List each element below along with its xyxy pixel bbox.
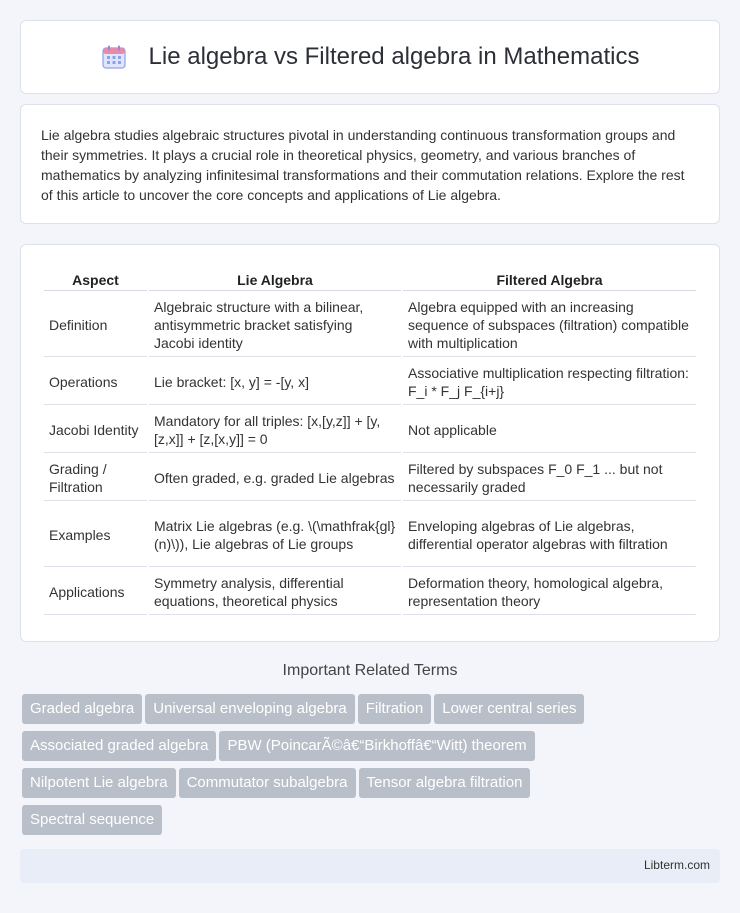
cell-filtered: Enveloping algebras of Lie algebras, differential operator algebras with filtration <box>403 503 696 567</box>
cell-aspect: Operations <box>44 359 147 405</box>
cell-aspect: Examples <box>44 503 147 567</box>
cell-lie: Algebraic structure with a bilinear, antisymmetric bracket satisfying Jacobi identity <box>149 293 401 357</box>
tag-universal-enveloping-algebra[interactable]: Universal enveloping algebra <box>145 694 354 724</box>
comparison-card <box>20 244 720 642</box>
tag-associated-graded-algebra[interactable]: Associated graded algebra <box>22 731 216 761</box>
header-filtered-algebra: Filtered Algebra <box>403 267 696 291</box>
tag-spectral-sequence[interactable]: Spectral sequence <box>22 805 162 835</box>
table-row <box>44 569 696 615</box>
table-row <box>44 455 696 501</box>
cell-filtered: Algebra equipped with an increasing sequence of subspaces (filtration) compatible with multiplication <box>403 293 696 357</box>
tag-filtration[interactable]: Filtration <box>358 694 432 724</box>
tag-commutator-subalgebra[interactable]: Commutator subalgebra <box>179 768 356 798</box>
page-title: Lie algebra vs Filtered algebra in Mathematics <box>148 43 640 70</box>
tag-tensor-algebra-filtration[interactable]: Tensor algebra filtration <box>359 768 531 798</box>
cell-aspect: Grading / Filtration <box>44 455 147 501</box>
tag-graded-algebra[interactable]: Graded algebra <box>22 694 142 724</box>
tag-pbw-theorem[interactable]: PBW (PoincarÃ©â€“Birkhoffâ€“Witt) theorem <box>219 731 534 761</box>
table-row <box>44 503 696 567</box>
cell-lie: Often graded, e.g. graded Lie algebras <box>149 455 401 501</box>
header-aspect: Aspect <box>44 267 147 291</box>
table-row <box>44 407 696 453</box>
cell-lie: Mandatory for all triples: [x,[y,z]] + [y,[z,x]] + [z,[x,y]] = 0 <box>149 407 401 453</box>
related-terms-list <box>22 694 722 842</box>
cell-lie: Lie bracket: [x, y] = -[y, x] <box>149 359 401 405</box>
tag-nilpotent-lie-algebra[interactable]: Nilpotent Lie algebra <box>22 768 176 798</box>
intro-card <box>20 104 720 224</box>
cell-aspect: Jacobi Identity <box>44 407 147 453</box>
header-lie-algebra: Lie Algebra <box>149 267 401 291</box>
comparison-table <box>42 265 698 617</box>
cell-aspect: Definition <box>44 293 147 357</box>
related-terms-title: Important Related Terms <box>282 662 458 679</box>
cell-filtered: Filtered by subspaces F_0 F_1 ... but not necessarily graded <box>403 455 696 501</box>
table-row <box>44 359 696 405</box>
cell-lie: Symmetry analysis, differential equations, theoretical physics <box>149 569 401 615</box>
table-row <box>44 293 696 357</box>
cell-aspect: Applications <box>44 569 147 615</box>
cell-filtered: Deformation theory, homological algebra, representation theory <box>403 569 696 615</box>
table-header-row <box>44 267 696 291</box>
footer-brand[interactable]: Libterm.com <box>643 858 710 872</box>
cell-filtered: Not applicable <box>403 407 696 453</box>
calendar-icon <box>101 44 127 70</box>
cell-filtered: Associative multiplication respecting filtration: F_i * F_j F_{i+j} <box>403 359 696 405</box>
title-card <box>20 20 720 94</box>
footer <box>20 849 720 883</box>
tag-lower-central-series[interactable]: Lower central series <box>434 694 584 724</box>
intro-text: Lie algebra studies algebraic structures pivotal in understanding continuous transformation groups and their symmetries. It plays a crucial role in theoretical physics, geometry, and various branches of mathematics by analyzing infinitesimal transformations and their commutation relations. Explore the rest of this article to uncover the core concepts and applications of Lie algebra. <box>41 127 685 203</box>
cell-lie: Matrix Lie algebras (e.g. \(\mathfrak{gl}(n)\)), Lie algebras of Lie groups <box>149 503 401 567</box>
